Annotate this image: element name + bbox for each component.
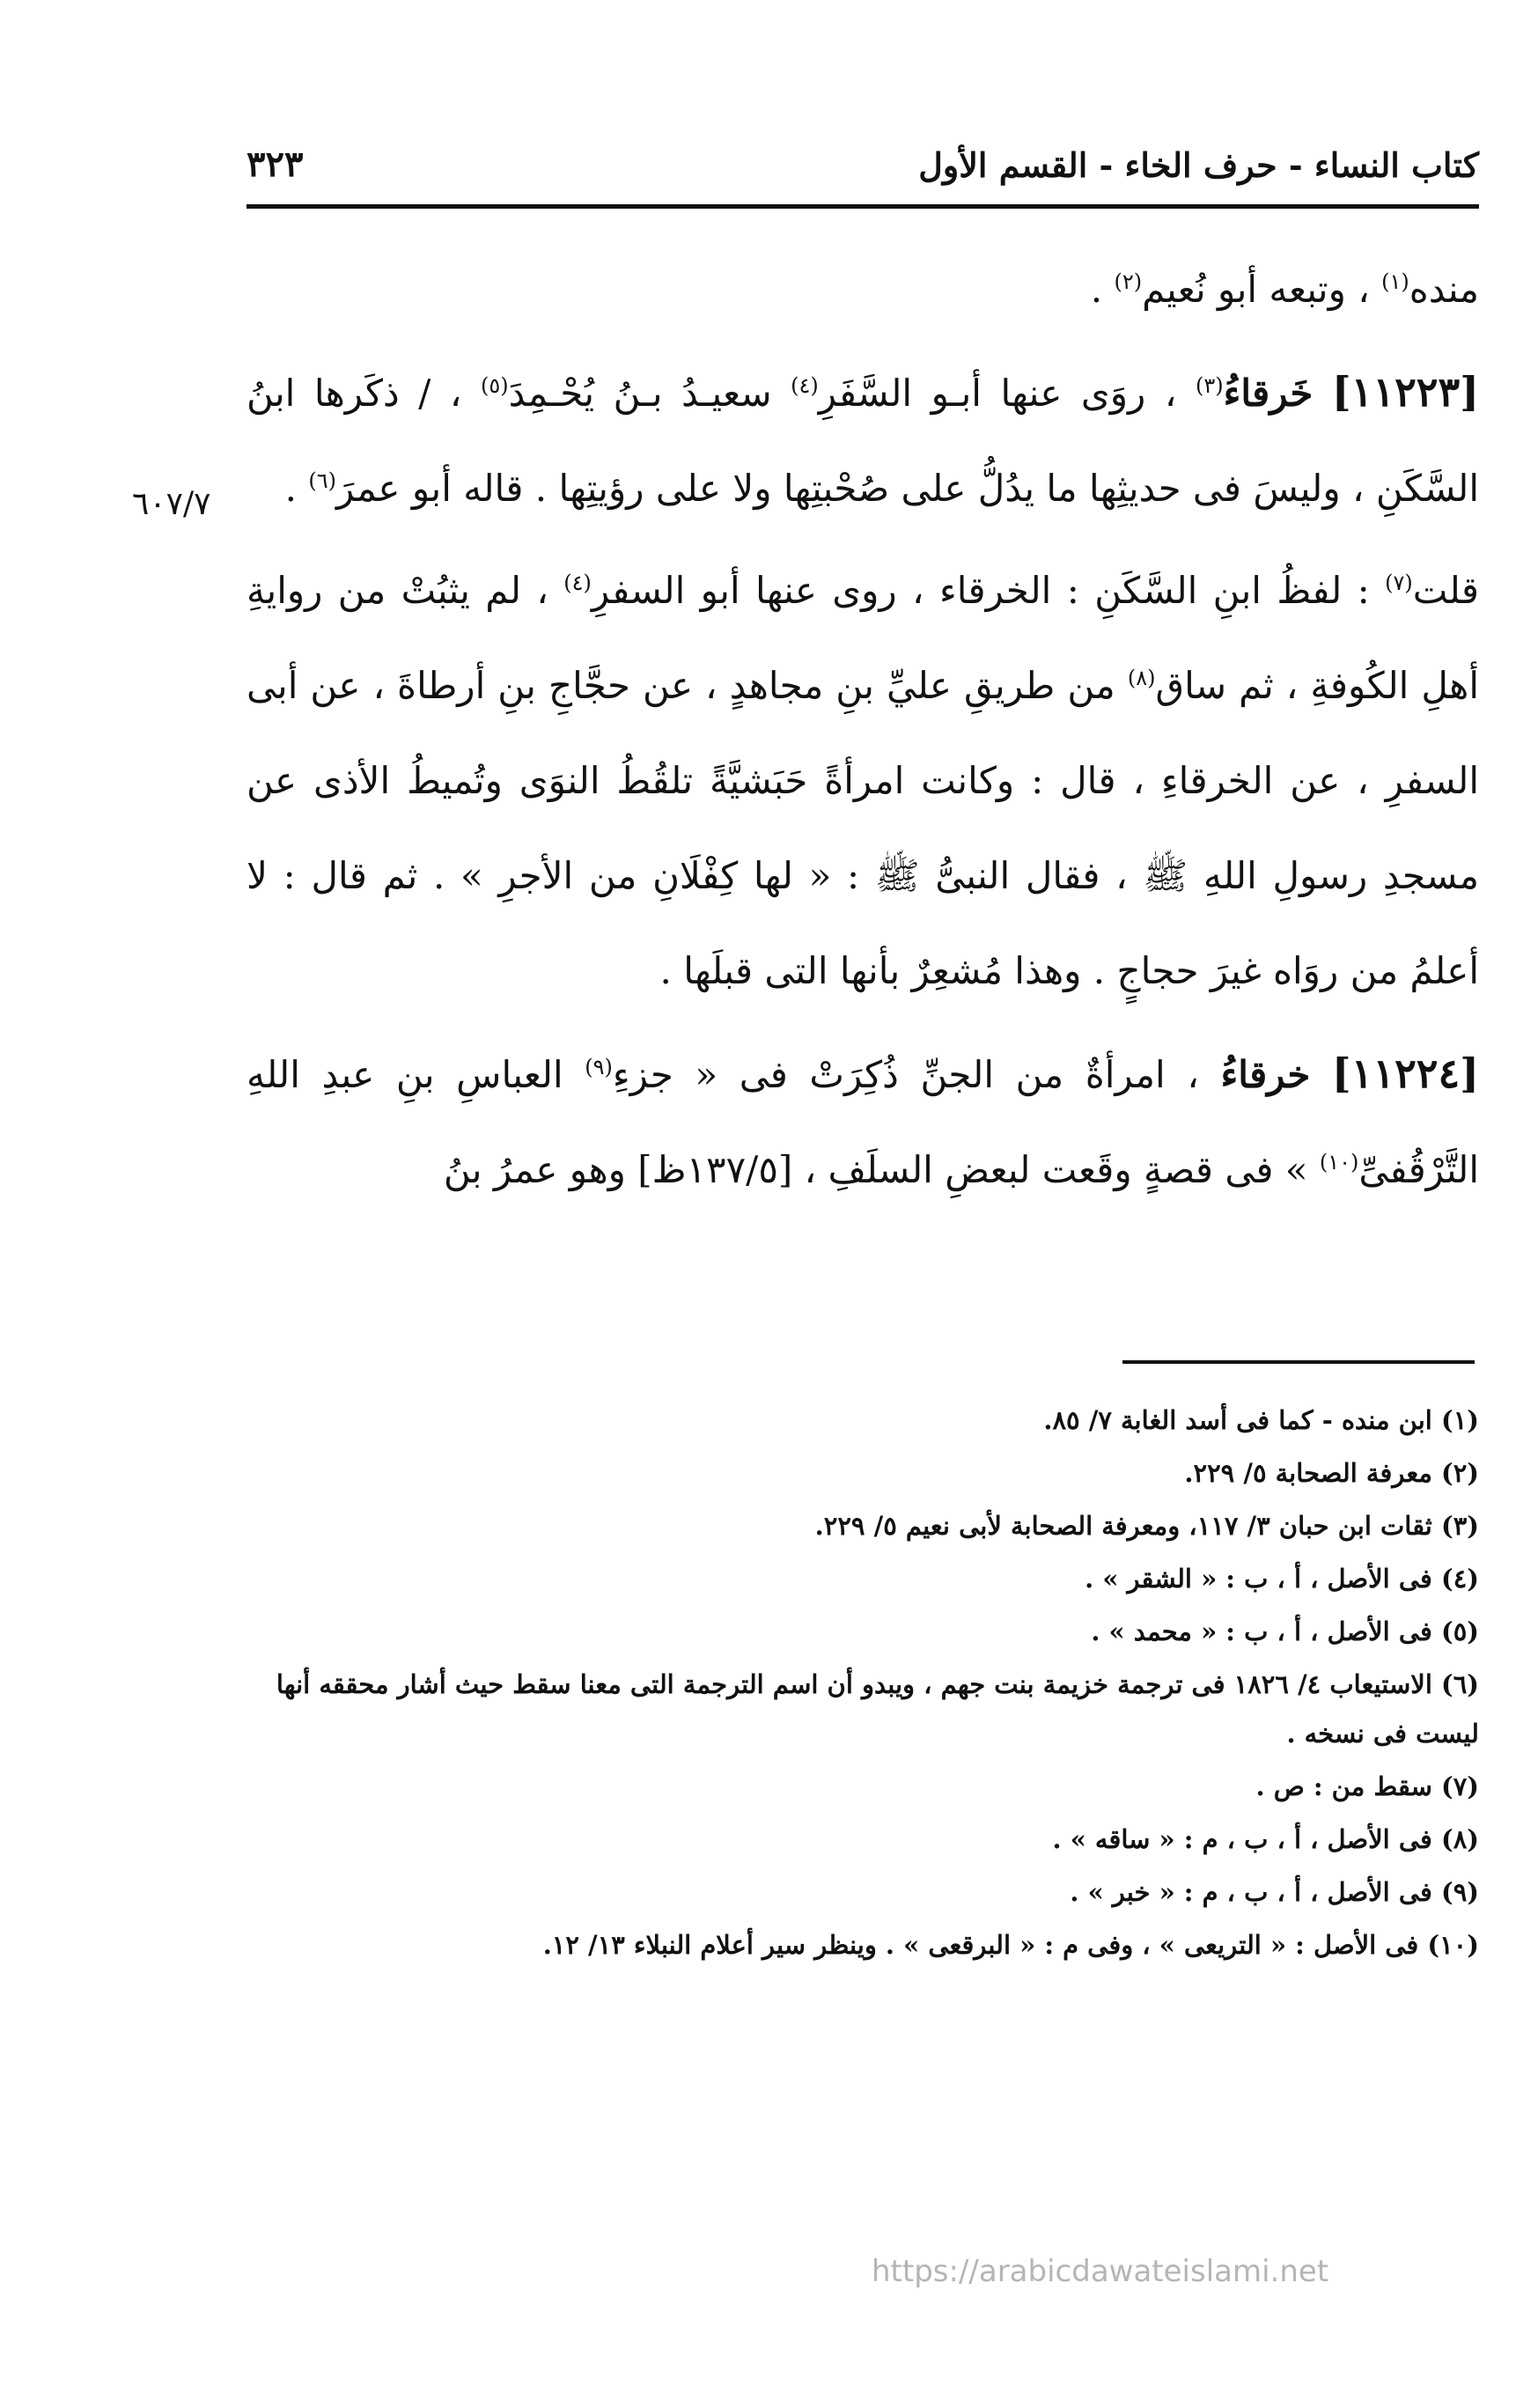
footnote-item: (٧) سقط من : ص . xyxy=(1255,1771,1479,1801)
footnote-item: (١٠) فى الأصل : « التريعى » ، وفى م : « البرقعى » . وينظر سير أعلام النبلاء ١٣/ ١٢. xyxy=(542,1930,1479,1960)
footnote-item: (١) ابن منده - كما فى أسد الغابة ٧/ ٨٥. xyxy=(1043,1405,1479,1435)
footnote-item: (٩) فى الأصل ، أ ، ب ، م : « خبر » . xyxy=(1070,1877,1479,1907)
margin-volume-reference: ٦٠٧/٧ xyxy=(132,486,211,522)
footnotes-list xyxy=(264,1395,1479,1973)
footnote-marker: (٧) xyxy=(1385,571,1413,595)
footnote-marker: (٦) xyxy=(308,468,336,493)
header-rule xyxy=(247,204,1479,209)
watermark-url: https://arabicdawateislami.net xyxy=(872,2254,1329,2289)
paragraph-continuation: منده$^{(١)}$ ، وتبعه أبو نُعيم$^{(٢)}$ . xyxy=(1090,268,1479,311)
footnote-marker: (١) xyxy=(1381,269,1409,294)
footnote-marker: (٨) xyxy=(1127,666,1156,690)
entry-11223: [١١٢٢٣] خَرقاءُ$^{(٣)}$ ، روَى عنها أبـو السَّفَرِ$^{(٤)}$ سعيـدُ بـنُ يُحْـمِدَ$^{(٥)}$ ، / ذكَرها ابنُ السَّكَنِ ، وليسَ فى حديثِها ما يدُلُّ على صُحْبتِها ولا على رؤيتِها . قاله أبو عمرَ$^{(٦)}$ . xyxy=(247,368,1479,510)
footnote-item: (٤) فى الأصل ، أ ، ب : « الشقر » . xyxy=(1085,1564,1479,1594)
footnote-item: (٦) الاستيعاب ٤/ ١٨٢٦ فى ترجمة خزيمة بنت جهم ، ويبدو أن اسم الترجمة التى معنا سقط حيث أشار محققه أنها ليست فى نسخه . xyxy=(276,1669,1479,1749)
footnote-item: (٣) ثقات ابن حبان ٣/ ١١٧، ومعرفة الصحابة لأبى نعيم ٥/ ٢٢٩. xyxy=(814,1511,1479,1541)
footnote-item: (٢) معرفة الصحابة ٥/ ٢٢٩. xyxy=(1184,1458,1479,1488)
commentary-paragraph: قلت$^{(٧)}$ : لفظُ ابنِ السَّكَنِ : الخرقاء ، روى عنها أبو السفرِ$^{(٤)}$ ، لم يثبُتْ من روايةِ أهلِ الكُوفةِ ، ثم ساق$^{(٨)}$ من طريقِ عليِّ بنِ مجاهدٍ ، عن حجَّاجِ بنِ أرطاةَ ، عن أبى السفرِ ، عن الخرقاءِ ، قال : وكانت امرأةً حَبَشيَّةً تلقُطُ النوَى وتُميطُ الأذى عن مسجدِ رسولِ اللهِ ﷺ ، فقال النبىُّ ﷺ : « لها كِفْلَانِ من الأجرِ » . ثم قال : لا أعلمُ من روَاه غيرَ حجاجٍ . وهذا مُشعِرٌ بأنها التى قبلَها . xyxy=(247,569,1479,992)
entry-number: [١١٢٢٣] xyxy=(1331,368,1479,416)
footnote-marker: (١٠) xyxy=(1319,1150,1359,1175)
footnote-item: (٥) فى الأصل ، أ ، ب : « محمد » . xyxy=(1091,1616,1479,1646)
footnote-marker: (٤) xyxy=(791,373,819,398)
main-text xyxy=(247,242,1479,1225)
entry-11224: [١١٢٢٤] خرقاءُ ، امرأةٌ من الجنِّ ذُكِرَتْ فى « جزءِ$^{(٩)}$ العباسِ بنِ عبدِ اللهِ التَّرْقُفىِّ$^{(١٠)}$ » فى قصةٍ وقَعت لبعضِ السلَفِ ، [١٣٧/٥ظ] وهو عمرُ بنُ xyxy=(247,1049,1479,1191)
footnote-marker: (٥) xyxy=(480,373,509,398)
entry-name: خَرقاءُ xyxy=(1223,372,1314,415)
footnote-separator xyxy=(1122,1360,1475,1364)
page-number: ٣٢٣ xyxy=(247,144,304,185)
entry-name: خرقاءُ xyxy=(1220,1053,1311,1096)
entry-number: [١١٢٢٤] xyxy=(1331,1049,1479,1097)
footnote-marker: (٣) xyxy=(1195,373,1224,398)
footnote-marker: (٢) xyxy=(1114,269,1143,294)
footnote-marker: (٩) xyxy=(585,1055,613,1079)
footnote-marker: (٤) xyxy=(563,571,592,595)
footnote-item: (٨) فى الأصل ، أ ، ب ، م : « ساقه » . xyxy=(1052,1824,1479,1854)
running-title: كتاب النساء - حرف الخاء - القسم الأول xyxy=(918,145,1479,185)
page-header xyxy=(247,123,1479,185)
